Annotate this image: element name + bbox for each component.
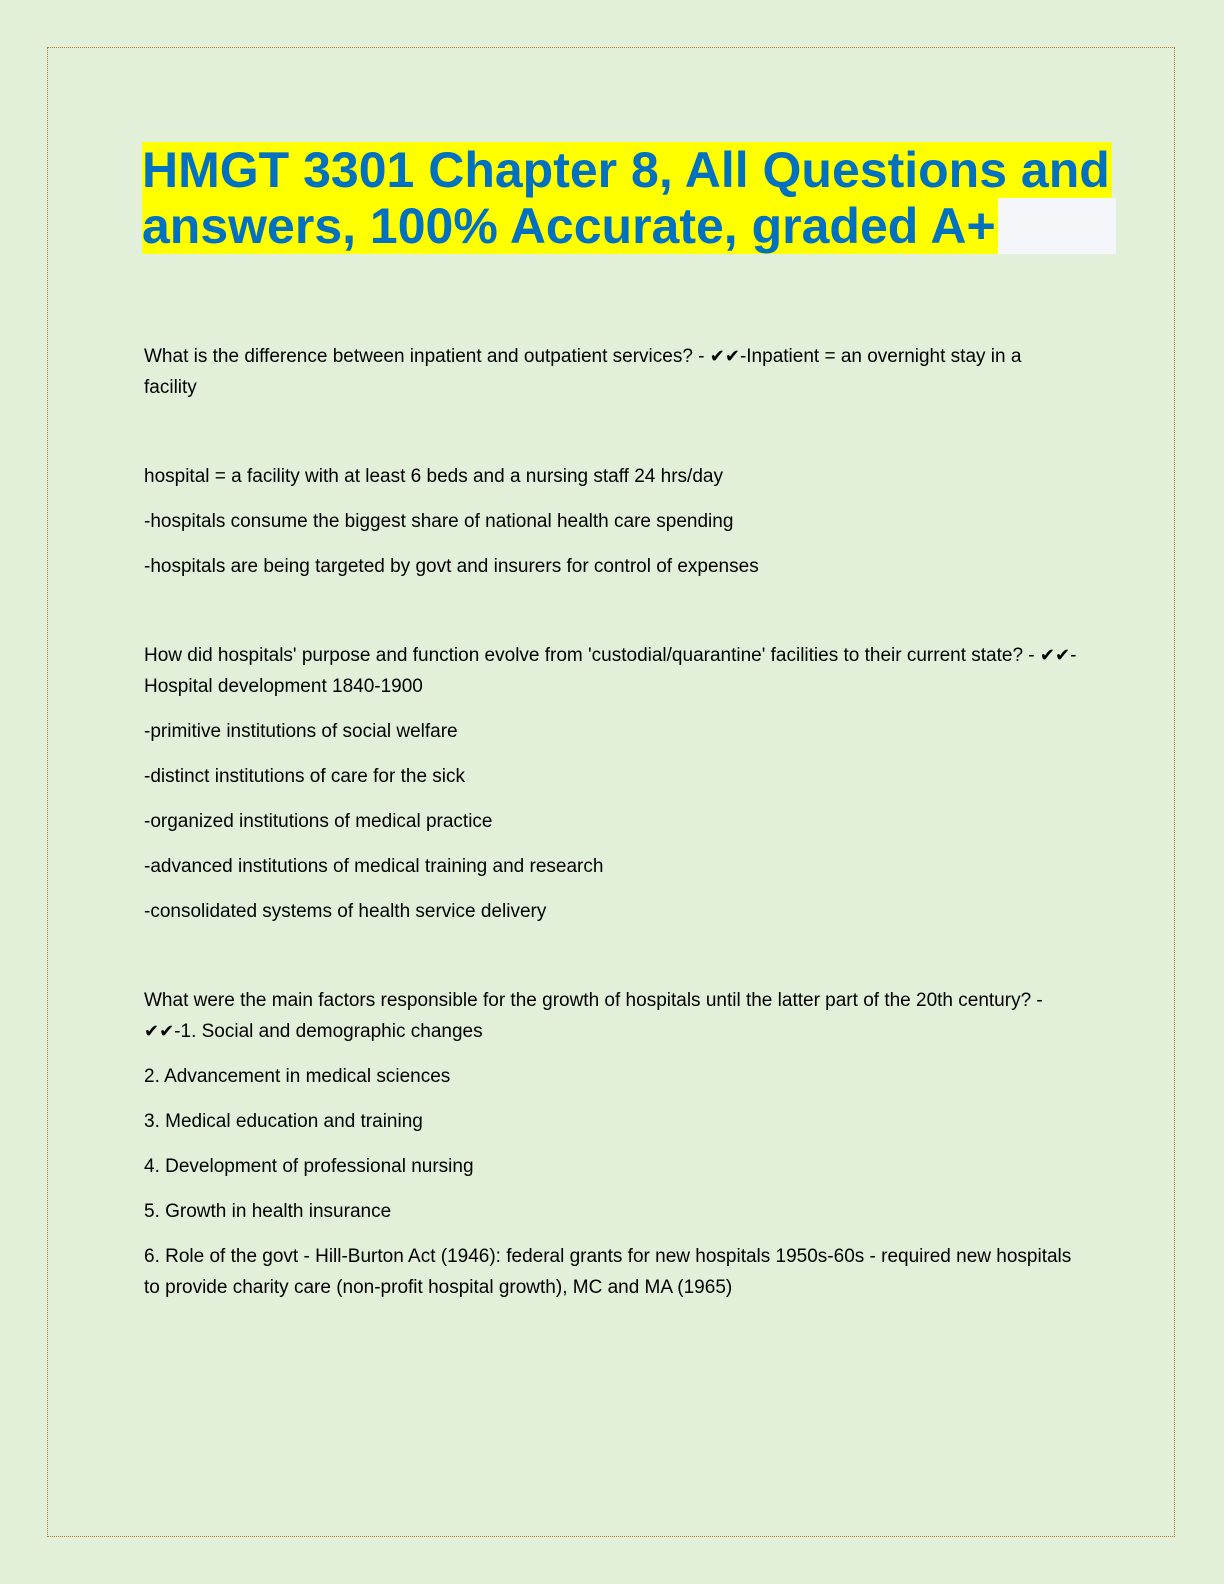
answer-line: -organized institutions of medical practice [144,811,493,832]
answer-line: 3. Medical education and training [144,1111,423,1132]
checkmark-icon: ✔✔ [144,1021,175,1042]
answer-line: 2. Advancement in medical sciences [144,1066,451,1087]
document-body [144,341,1079,1317]
spacer [144,596,1079,640]
answer-line: -primitive institutions of social welfare [144,721,458,742]
question-paragraph: How did hospitals' purpose and function evolve from 'custodial/quarantine' facilities to their current state? - ✔✔-Hospital development 1840-1900 [144,645,1077,697]
spacer [144,417,1079,461]
qa-section-3 [144,985,1079,1303]
question-paragraph: What is the difference between inpatient and outpatient services? - ✔✔-Inpatient = an overnight stay in a facility [144,346,1022,398]
answer-line: 6. Role of the govt - Hill-Burton Act (1946): federal grants for new hospitals 1950s-60s - required new hospitals to provide charity care (non-profit hospital growth), MC and MA (1965) [144,1246,1072,1298]
title-highlight-pad [998,198,1116,254]
answer-line: 4. Development of professional nursing [144,1156,474,1177]
answer-line: 5. Growth in health insurance [144,1201,392,1222]
title-line-2: answers, 100% Accurate, graded A+ [142,198,1084,254]
title-line-1: HMGT 3301 Chapter 8, All Questions and [142,142,1110,198]
answer-line: -hospitals consume the biggest share of national health care spending [144,511,734,532]
answer-line: hospital = a facility with at least 6 beds and a nursing staff 24 hrs/day [144,466,723,487]
question-paragraph: What were the main factors responsible for the growth of hospitals until the latter part of the 20th century? - ✔✔-1. Social and demographic changes [144,990,1043,1042]
document-title [142,142,1110,254]
answer-line: -consolidated systems of health service delivery [144,901,547,922]
qa-section-1 [144,341,1079,582]
checkmark-icon: ✔✔ [1039,645,1071,666]
qa-section-2 [144,640,1079,927]
spacer [144,941,1079,985]
checkmark-icon: ✔✔ [709,346,740,367]
answer-line: -hospitals are being targeted by govt and insurers for control of expenses [144,556,759,577]
answer-line: -advanced institutions of medical training and research [144,856,604,877]
answer-line: -distinct institutions of care for the sick [144,766,466,787]
